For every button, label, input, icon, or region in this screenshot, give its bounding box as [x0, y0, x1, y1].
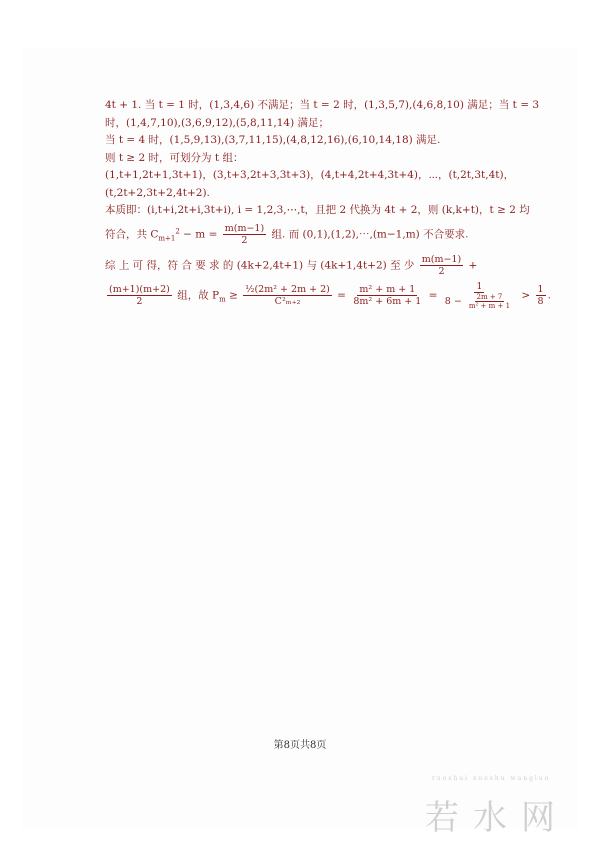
fraction — [223, 223, 266, 246]
fraction — [351, 284, 423, 307]
page-number: 第8页共8页 — [273, 740, 327, 751]
text-line: 本质即：(i,t+i,2t+i,3t+i), i = 1,2,3,⋯,t，且把 2 代换为 4t + 2，则 (k,k+t)，t ≥ 2 均 — [105, 204, 530, 216]
text-segment: 综 上 可 得，符 合 要 求 的 (4k+2,4t+1) 与 (4k+1,4t+2) 至 少 — [105, 259, 415, 271]
numerator: ½(2m² + 2m + 2) — [245, 283, 330, 295]
denominator: m² + m + 1 — [468, 301, 511, 310]
text-segment: + — [468, 259, 478, 271]
text-line: 则 t ≥ 2 时，可划分为 t 组： — [105, 151, 244, 164]
text-segment: ≥ — [229, 289, 238, 301]
text-line: (1,t+1,2t+1,3t+1)，(3,t+3,2t+3,3t+3)，(4,t+4,2t+4,3t+4)，⋯，(t,2t,3t,4t)， — [105, 169, 515, 181]
text-line — [105, 254, 525, 277]
fraction — [443, 281, 516, 310]
fraction — [243, 284, 332, 307]
text-segment: 组，故 P — [177, 289, 220, 301]
text-segment: − m = — [179, 228, 218, 240]
text-segment: = — [337, 289, 346, 301]
text-line — [105, 223, 525, 248]
denominator: C²ₘ₊₂ — [274, 295, 301, 307]
text-line: 时，(1,4,7,10),(3,6,9,12),(5,8,11,14) 满足； — [105, 116, 330, 129]
text-segment: > — [521, 289, 531, 301]
fraction — [536, 284, 546, 307]
text-line: 4t + 1. 当 t = 1 时，(1,3,4,6) 不满足；当 t = 2 时，(1,3,5,7),(4,6,8,10) 满足；当 t = 3 — [105, 99, 540, 111]
text-line: 当 t = 4 时，(1,5,9,13),(3,7,11,15),(4,8,12,16),(6,10,14,18) 满足. — [105, 134, 441, 146]
fraction — [107, 284, 172, 307]
denominator: 8m² + 6m + 1 — [353, 295, 422, 307]
watermark-logo: 若水网 — [425, 798, 569, 838]
numerator: 1 — [537, 283, 544, 295]
numerator: m(m−1) — [421, 253, 462, 265]
subscript: m — [219, 295, 226, 303]
numerator: m(m−1) — [224, 222, 265, 234]
nested-fraction — [467, 293, 512, 310]
text-line — [105, 280, 551, 310]
denominator: 2 — [438, 265, 445, 277]
numerator: 2m + 7 — [476, 292, 503, 301]
fraction — [420, 254, 463, 277]
text-segment: . — [547, 289, 551, 301]
denominator: 2 — [241, 234, 248, 246]
text-segment: = — [428, 289, 438, 301]
numerator: m² + m + 1 — [359, 283, 416, 295]
denominator — [443, 293, 516, 310]
text-segment: 组. 而 (0,1),(1,2),⋯,(m−1,m) 不合要求. — [271, 228, 469, 240]
subscript: m+1 — [158, 234, 176, 242]
superscript: 2 — [175, 227, 180, 235]
denominator: 8 — [537, 295, 544, 307]
text-line: (t,2t+2,3t+2,4t+2). — [105, 186, 210, 199]
watermark-subtext: ruoshui xueshu wangluo — [432, 775, 551, 782]
numerator: 1 — [476, 280, 483, 292]
text-segment: 8 − — [444, 295, 462, 307]
numerator: (m+1)(m+2) — [109, 283, 170, 295]
denominator: 2 — [136, 295, 143, 307]
text-segment: 符合，共 C — [105, 228, 159, 240]
solution-text — [105, 97, 551, 310]
